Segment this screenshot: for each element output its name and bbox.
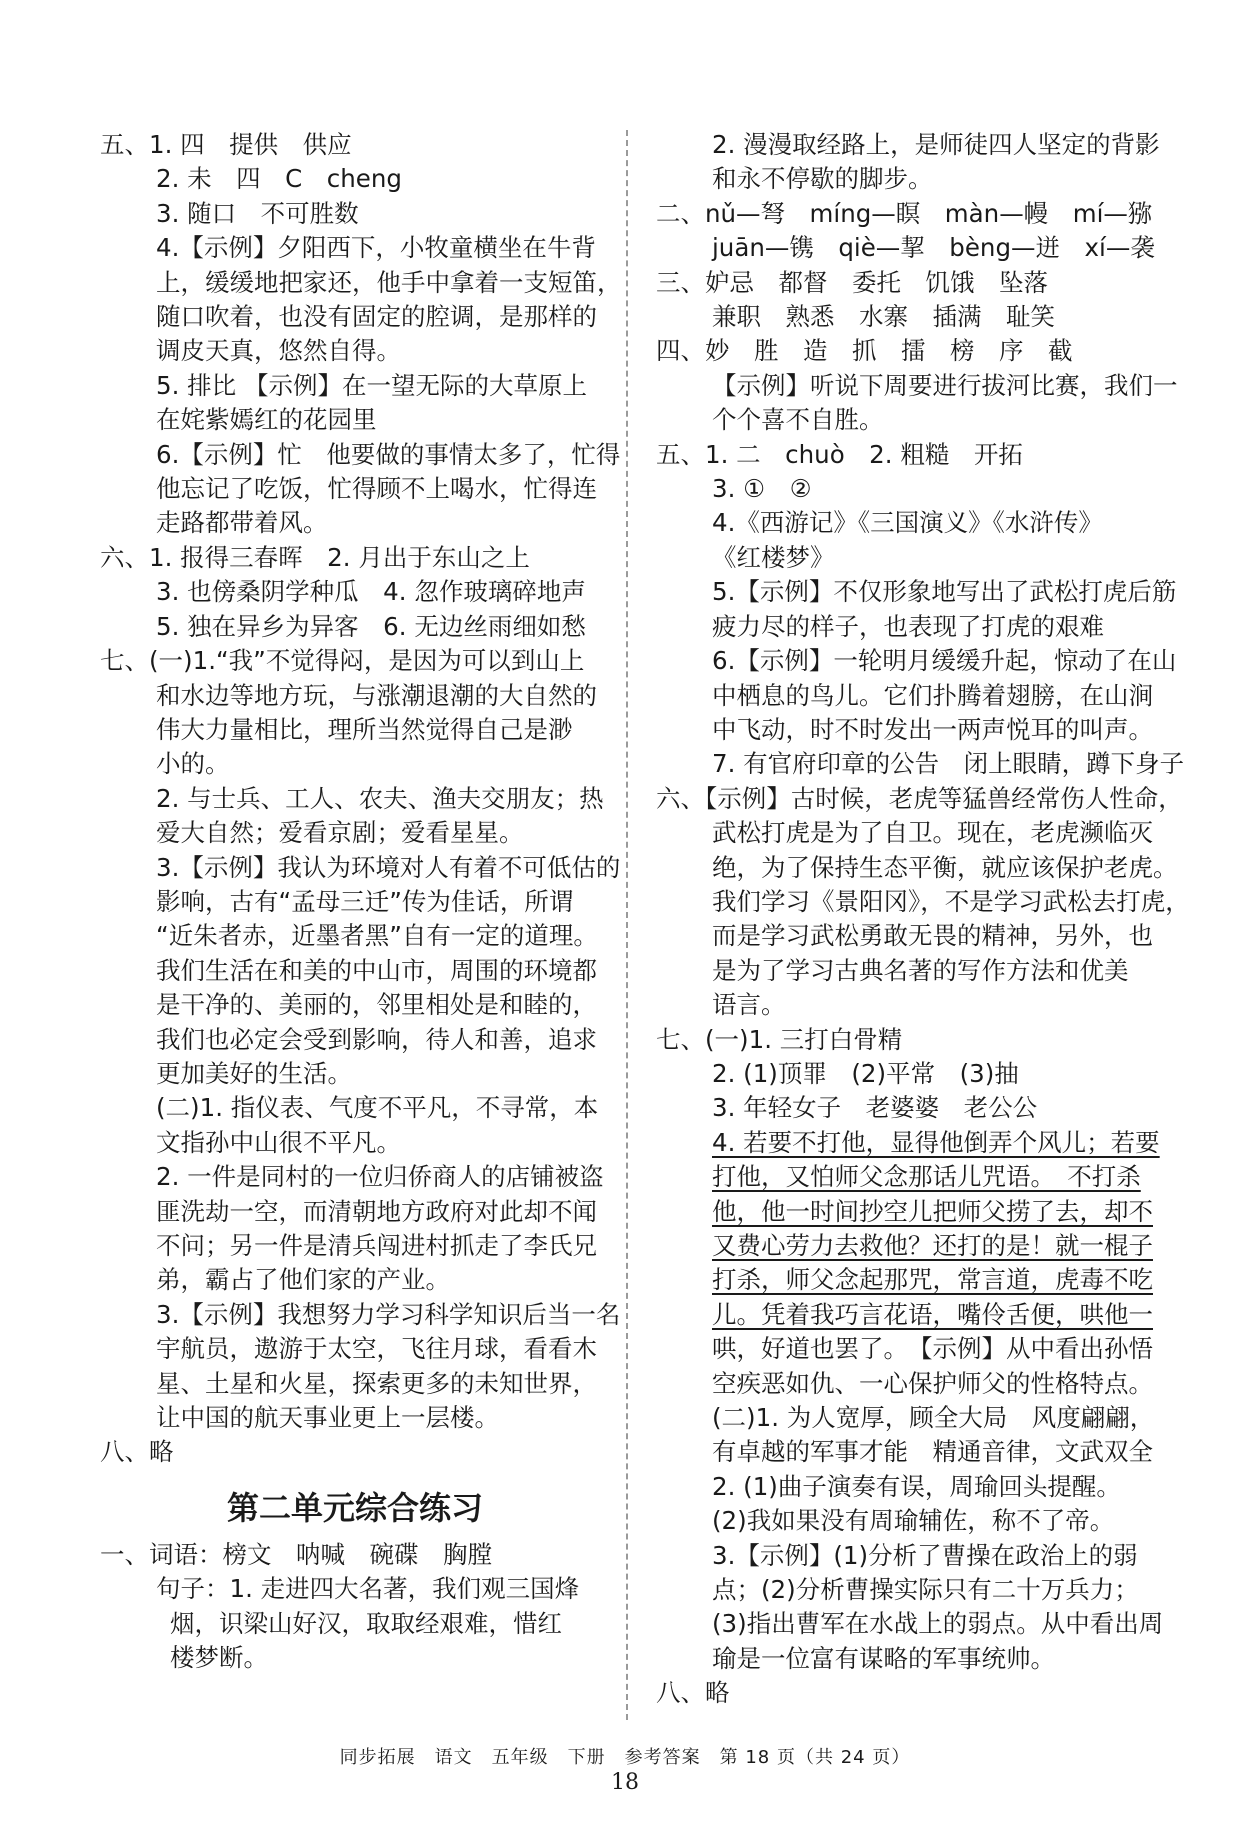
answer-text: 我们也必定会受到影响，待人和善，追求 bbox=[156, 1024, 597, 1054]
answer-line bbox=[100, 885, 610, 919]
answer-text: 3.【示例】我认为环境对人有着不可低估的 bbox=[156, 852, 621, 882]
answer-text: 星、土星和火星，探索更多的未知世界， bbox=[156, 1368, 597, 1398]
answer-text: (二)1. 指仪表、气度不平凡，不寻常，本 bbox=[156, 1093, 599, 1123]
answer-text: 不问；另一件是清兵闯进村抓走了李氏兄 bbox=[156, 1231, 597, 1260]
answer-text: 又费心劳力去救他？还打的是！就一棍子 bbox=[712, 1231, 1153, 1260]
answer-text: 《红楼梦》 bbox=[712, 542, 835, 572]
page-number: 18 bbox=[611, 1770, 639, 1795]
answer-line bbox=[656, 713, 1156, 747]
answer-line bbox=[656, 1573, 1156, 1607]
answer-text: 5. 排比 【示例】在一望无际的大草原上 bbox=[156, 370, 587, 400]
answer-text: 武松打虎是为了自卫。现在，老虎濒临灭 bbox=[712, 818, 1153, 848]
answer-text: 在姹紫嫣红的花园里 bbox=[156, 405, 377, 435]
answer-line bbox=[100, 610, 610, 644]
answer-text: 二、nǔ—弩 míng—瞑 màn—幔 mí—猕 bbox=[656, 198, 1153, 228]
answer-text: 2. 与士兵、工人、农夫、渔夫交朋友；热 bbox=[156, 783, 604, 813]
answer-line bbox=[656, 747, 1185, 781]
answer-text: 七、(一)1.“我”不觉得闷，是因为可以到山上 bbox=[100, 646, 585, 676]
answer-text: 兼职 熟悉 水寨 插满 耻笑 bbox=[712, 302, 1055, 332]
answer-line bbox=[656, 506, 1156, 540]
answer-text: juān—镌 qiè—挈 bèng—迸 xí—袭 bbox=[712, 233, 1155, 263]
answer-line bbox=[100, 919, 610, 953]
answer-line bbox=[100, 472, 610, 506]
answer-line bbox=[100, 1401, 610, 1435]
answer-line bbox=[656, 816, 1156, 850]
answer-line bbox=[100, 816, 610, 850]
answer-line bbox=[656, 1642, 1156, 1676]
answer-line bbox=[100, 541, 610, 575]
answer-line bbox=[100, 162, 610, 196]
answer-line bbox=[100, 1298, 621, 1332]
answer-text: 个个喜不自胜。 bbox=[712, 405, 884, 435]
answer-line bbox=[656, 575, 1177, 609]
answer-line bbox=[100, 1057, 610, 1091]
answer-line bbox=[656, 1263, 1156, 1297]
answer-text: 2. (1)曲子演奏有误，周瑜回头提醒。 bbox=[712, 1471, 1121, 1501]
answer-line bbox=[100, 679, 610, 713]
answer-text: 八、略 bbox=[100, 1437, 174, 1467]
answer-line bbox=[656, 919, 1156, 953]
answer-text: 儿。凭着我巧言花语，嘴伶舌便，哄他一 bbox=[712, 1299, 1153, 1329]
answer-line bbox=[656, 1401, 1156, 1435]
answer-text: 3. 年轻女子 老婆婆 老公公 bbox=[712, 1093, 1038, 1123]
answer-text: 八、略 bbox=[656, 1678, 730, 1708]
answer-line bbox=[100, 1126, 610, 1160]
answer-line bbox=[100, 1367, 610, 1401]
answer-text: 走路都带着风。 bbox=[156, 508, 328, 538]
answer-line bbox=[656, 1091, 1156, 1125]
answer-text: “近朱者赤，近墨者黑”自有一定的道理。 bbox=[156, 921, 598, 951]
answer-text: 小的。 bbox=[156, 749, 230, 779]
answer-text: 三、妒忌 都督 委托 饥饿 坠落 bbox=[656, 267, 1048, 297]
answer-line bbox=[656, 988, 1156, 1022]
answer-text: (2)我如果没有周瑜辅佐，称不了帝。 bbox=[712, 1506, 1115, 1536]
answer-text: 宇航员，遨游于太空，飞往月球，看看木 bbox=[156, 1334, 597, 1364]
answer-line bbox=[656, 438, 1156, 472]
answer-text: 6.【示例】忙 他要做的事情太多了，忙得 bbox=[156, 439, 621, 469]
answer-text: 3. 也傍桑阴学种瓜 4. 忽作玻璃碎地声 bbox=[156, 577, 586, 607]
answer-line bbox=[656, 1504, 1156, 1538]
answer-line bbox=[656, 231, 1156, 265]
answer-text: 我们生活在和美的中山市，周围的环境都 bbox=[156, 955, 597, 985]
right-column bbox=[656, 128, 1190, 1711]
answer-line bbox=[656, 1367, 1156, 1401]
answer-text: 五、1. 四 提供 供应 bbox=[100, 130, 352, 159]
answer-line bbox=[656, 1229, 1156, 1263]
answer-text: 打他，又怕师父念那话儿咒语。 不打杀 bbox=[712, 1162, 1141, 1192]
answer-text: 四、妙 胜 造 抓 擂 榜 序 截 bbox=[656, 336, 1073, 366]
answer-line bbox=[100, 403, 610, 437]
answer-line bbox=[656, 128, 1160, 162]
answer-line bbox=[100, 851, 621, 885]
answer-line bbox=[100, 1091, 610, 1125]
answer-text: 一、词语：榜文 呐喊 碗碟 胸膛 bbox=[100, 1539, 492, 1569]
answer-text: 中飞动，时不时发出一两声悦耳的叫声。 bbox=[712, 714, 1153, 744]
answer-text: 3.【示例】我想努力学习科学知识后当一名 bbox=[156, 1299, 621, 1329]
answer-line bbox=[100, 506, 610, 540]
answer-text: 绝，为了保持生态平衡，就应该保护老虎。 bbox=[712, 852, 1178, 882]
answer-line bbox=[100, 369, 610, 403]
answer-line bbox=[656, 1470, 1156, 1504]
answer-line bbox=[100, 266, 622, 300]
answer-text: (3)指出曹军在水战上的弱点。从中看出周 bbox=[712, 1609, 1164, 1639]
answer-line bbox=[656, 334, 1156, 368]
answer-line bbox=[656, 1023, 1156, 1057]
answer-line bbox=[656, 954, 1156, 988]
answer-line bbox=[100, 713, 610, 747]
answer-text: 2. 漫漫取经路上，是师徒四人坚定的背影 bbox=[712, 130, 1160, 159]
answer-line bbox=[100, 988, 610, 1022]
answer-line bbox=[100, 747, 610, 781]
answer-text: 3.【示例】(1)分析了曹操在政治上的弱 bbox=[712, 1540, 1138, 1570]
answer-line bbox=[656, 1435, 1156, 1469]
answer-text: 让中国的航天事业更上一层楼。 bbox=[156, 1403, 499, 1433]
answer-line bbox=[656, 1057, 1156, 1091]
answer-line bbox=[656, 1195, 1156, 1229]
answer-line bbox=[656, 266, 1156, 300]
answer-text: (二)1. 为人宽厚，顾全大局 风度翩翩， bbox=[712, 1403, 1155, 1433]
answer-line bbox=[100, 438, 621, 472]
answer-text: 2. 未 四 C cheng bbox=[156, 164, 402, 194]
answer-text: 六、【示例】古时候，老虎等猛兽经常伤人性命， bbox=[656, 783, 1183, 813]
answer-text: 点；(2)分析曹操实际只有二十万兵力； bbox=[712, 1575, 1139, 1605]
answer-line bbox=[100, 128, 610, 162]
answer-text: 中栖息的鸟儿。它们扑腾着翅膀，在山涧 bbox=[712, 680, 1153, 710]
answer-line bbox=[656, 197, 1156, 231]
answer-text: 更加美好的生活。 bbox=[156, 1058, 352, 1088]
column-divider bbox=[626, 130, 628, 1720]
page-footer: 同步拓展 语文 五年级 下册 参考答案 第 18 页（共 24 页） bbox=[339, 1747, 911, 1768]
answer-line bbox=[100, 644, 610, 678]
answer-text: 是为了学习古典名著的写作方法和优美 bbox=[712, 955, 1129, 985]
answer-line bbox=[656, 1539, 1156, 1573]
answer-line bbox=[656, 679, 1156, 713]
answer-line bbox=[100, 1263, 610, 1297]
answer-text: 伟大力量相比，理所当然觉得自己是渺 bbox=[156, 714, 573, 744]
answer-text: 随口吹着，也没有固定的腔调，是那样的 bbox=[156, 302, 597, 332]
answer-line bbox=[100, 1641, 610, 1675]
answer-text: 他，他一时间抄空儿把师父捞了去，却不 bbox=[712, 1196, 1153, 1226]
answer-text: 和水边等地方玩，与涨潮退潮的大自然的 bbox=[156, 680, 597, 710]
answer-text: 5. 独在异乡为异客 6. 无边丝雨细如愁 bbox=[156, 611, 586, 641]
answer-text: 语言。 bbox=[712, 990, 786, 1020]
answer-text: 五、1. 二 chuò 2. 粗糙 开拓 bbox=[656, 439, 1023, 469]
answer-text: 哄，好道也罢了。 【示例】从中看出孙悟 bbox=[712, 1334, 1153, 1364]
answer-text: 空疾恶如仇、一心保护师父的性格特点。 bbox=[712, 1368, 1153, 1398]
answer-line bbox=[656, 369, 1178, 403]
answer-line bbox=[656, 162, 1156, 196]
answer-line bbox=[100, 1572, 610, 1606]
answer-text: 瑜是一位富有谋略的军事统帅。 bbox=[712, 1643, 1055, 1673]
answer-line bbox=[100, 1229, 610, 1263]
answer-text: 文指孙中山很不平凡。 bbox=[156, 1127, 401, 1157]
answer-text: 和永不停歇的脚步。 bbox=[712, 164, 933, 194]
section-title: 第二单元综合练习 bbox=[226, 1488, 483, 1527]
answer-text: 弟，霸占了他们家的产业。 bbox=[156, 1265, 450, 1295]
answer-line bbox=[656, 1298, 1156, 1332]
answer-text: 他忘记了吃饭，忙得顾不上喝水，忙得连 bbox=[156, 474, 597, 504]
answer-text: 3. 随口 不可胜数 bbox=[156, 198, 359, 228]
answer-line bbox=[656, 300, 1156, 334]
answer-text: 疲力尽的样子，也表现了打虎的艰难 bbox=[712, 611, 1104, 641]
answer-text: 2. (1)顶罪 (2)平常 (3)抽 bbox=[712, 1058, 1019, 1088]
answer-line bbox=[656, 610, 1156, 644]
answer-line bbox=[100, 1538, 610, 1572]
answer-line bbox=[656, 782, 1183, 816]
answer-text: 影响，古有“孟母三迁”传为佳话，所谓 bbox=[156, 886, 574, 916]
answer-line bbox=[656, 1607, 1164, 1641]
answer-text: 3. ① ② bbox=[712, 474, 812, 504]
answer-line bbox=[656, 885, 1190, 919]
answer-text: 【示例】听说下周要进行拔河比赛，我们一 bbox=[712, 370, 1178, 400]
left-column bbox=[100, 128, 622, 1675]
answer-text: 七、(一)1. 三打白骨精 bbox=[656, 1024, 903, 1054]
answer-text: 6.【示例】一轮明月缓缓升起，惊动了在山 bbox=[712, 646, 1177, 676]
answer-line bbox=[100, 1435, 610, 1469]
answer-line bbox=[656, 644, 1177, 678]
answer-text: 4. 若要不打他，显得他倒弄个风儿；若要 bbox=[712, 1127, 1160, 1157]
answer-text: 有卓越的军事才能 精通音律，文武双全 bbox=[712, 1437, 1153, 1467]
answer-line bbox=[656, 1160, 1156, 1194]
answer-line bbox=[100, 334, 610, 368]
answer-line bbox=[656, 1332, 1156, 1366]
answer-text: 上，缓缓地把家还，他手中拿着一支短笛， bbox=[156, 267, 622, 297]
answer-text: 而是学习武松勇敢无畏的精神，另外，也 bbox=[712, 921, 1153, 951]
answer-line bbox=[100, 197, 610, 231]
answer-text: 匪洗劫一空，而清朝地方政府对此却不闻 bbox=[156, 1196, 597, 1226]
answer-text: 我们学习《景阳冈》，不是学习武松去打虎， bbox=[712, 886, 1190, 916]
answer-line bbox=[100, 1332, 610, 1366]
answer-line bbox=[656, 472, 1156, 506]
answer-line bbox=[100, 1023, 610, 1057]
answer-text: 7. 有官府印章的公告 闭上眼睛，蹲下身子 bbox=[712, 749, 1185, 779]
answer-text: 5.【示例】不仅形象地写出了武松打虎后筋 bbox=[712, 577, 1177, 607]
answer-text: 爱大自然；爱看京剧；爱看星星。 bbox=[156, 818, 524, 848]
answer-line bbox=[100, 575, 610, 609]
answer-line bbox=[100, 231, 610, 265]
answer-line bbox=[100, 954, 610, 988]
answer-text: 调皮天真，悠然自得。 bbox=[156, 336, 401, 366]
answer-text: 句子：1. 走进四大名著，我们观三国烽 bbox=[156, 1574, 580, 1604]
answer-text: 4.《西游记》《三国演义》《水浒传》 bbox=[712, 508, 1103, 538]
answer-text: 六、1. 报得三春晖 2. 月出于东山之上 bbox=[100, 542, 530, 572]
answer-line bbox=[100, 782, 610, 816]
answer-line bbox=[100, 1160, 610, 1194]
answer-line bbox=[100, 300, 610, 334]
answer-line bbox=[100, 1195, 610, 1229]
answer-text: 2. 一件是同村的一位归侨商人的店铺被盗 bbox=[156, 1162, 604, 1192]
answer-text: 是干净的、美丽的，邻里相处是和睦的， bbox=[156, 990, 597, 1020]
answer-text: 打杀，师父念起那咒，常言道，虎毒不吃 bbox=[712, 1265, 1153, 1295]
answer-text: 烟，识梁山好汉，取取经艰难，惜红 bbox=[170, 1608, 562, 1638]
answer-line bbox=[100, 1607, 610, 1641]
answer-text: 4.【示例】夕阳西下，小牧童横坐在牛背 bbox=[156, 233, 596, 263]
answer-line bbox=[656, 541, 1156, 575]
answer-line bbox=[656, 1676, 1156, 1710]
answer-line bbox=[656, 403, 1156, 437]
answer-line bbox=[656, 1126, 1160, 1160]
answer-line bbox=[656, 851, 1178, 885]
answer-text: 楼梦断。 bbox=[170, 1643, 268, 1673]
